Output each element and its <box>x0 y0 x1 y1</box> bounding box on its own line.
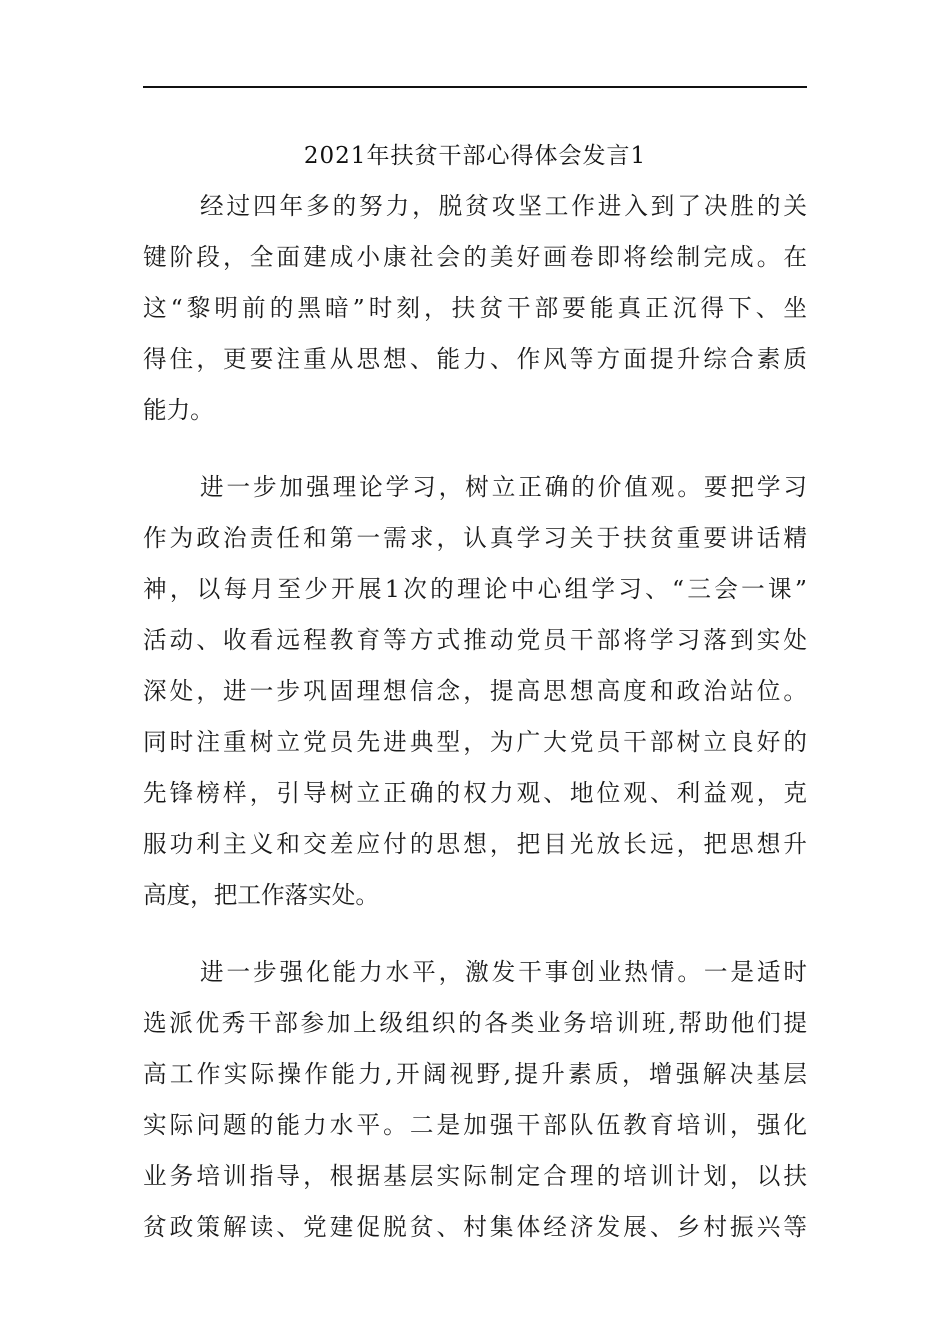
text-line: 同时注重树立党员先进典型，为广大党员干部树立良好的 <box>143 728 807 756</box>
paragraph-2 <box>143 462 807 921</box>
text-line: 服功利主义和交差应付的思想，把目光放长远，把思想升 <box>143 830 807 858</box>
text-line: 高度，把工作落实处。 <box>143 881 379 909</box>
paragraph-3 <box>143 947 807 1253</box>
text-line: 经过四年多的努力，脱贫攻坚工作进入到了决胜的关 <box>200 192 807 220</box>
text-line: 活动、收看远程教育等方式推动党员干部将学习落到实处 <box>143 626 807 654</box>
paragraph-spacer <box>143 921 807 947</box>
text-line: 高工作实际操作能力,开阔视野,提升素质，增强解决基层 <box>143 1060 807 1088</box>
text-line: 这“黎明前的黑暗”时刻，扶贫干部要能真正沉得下、坐 <box>143 294 807 322</box>
text-line: 神，以每月至少开展1次的理论中心组学习、“三会一课” <box>143 575 807 603</box>
text-line: 进一步强化能力水平，激发干事创业热情。一是适时 <box>200 958 807 986</box>
text-line: 先锋榜样，引导树立正确的权力观、地位观、利益观，克 <box>143 779 807 807</box>
text-line: 业务培训指导，根据基层实际制定合理的培训计划，以扶 <box>143 1162 807 1190</box>
text-line: 得住，更要注重从思想、能力、作风等方面提升综合素质 <box>143 345 807 373</box>
paragraph-spacer <box>143 436 807 462</box>
text-line: 贫政策解读、党建促脱贫、村集体经济发展、乡村振兴等 <box>143 1213 807 1241</box>
paragraph-1 <box>143 181 807 436</box>
document-body <box>143 181 807 1253</box>
text-line: 深处，进一步巩固理想信念，提高思想高度和政治站位。 <box>143 677 807 705</box>
text-line: 实际问题的能力水平。二是加强干部队伍教育培训，强化 <box>143 1111 807 1139</box>
text-line: 选派优秀干部参加上级组织的各类业务培训班,帮助他们提 <box>143 1009 807 1037</box>
text-line: 作为政治责任和第一需求，认真学习关于扶贫重要讲话精 <box>143 524 807 552</box>
text-line: 能力。 <box>143 396 214 424</box>
header-rule <box>143 86 807 88</box>
text-line: 进一步加强理论学习，树立正确的价值观。要把学习 <box>200 473 807 501</box>
text-line: 键阶段，全面建成小康社会的美好画卷即将绘制完成。在 <box>143 243 807 271</box>
document-title: 2021年扶贫干部心得体会发言1 <box>303 143 647 169</box>
